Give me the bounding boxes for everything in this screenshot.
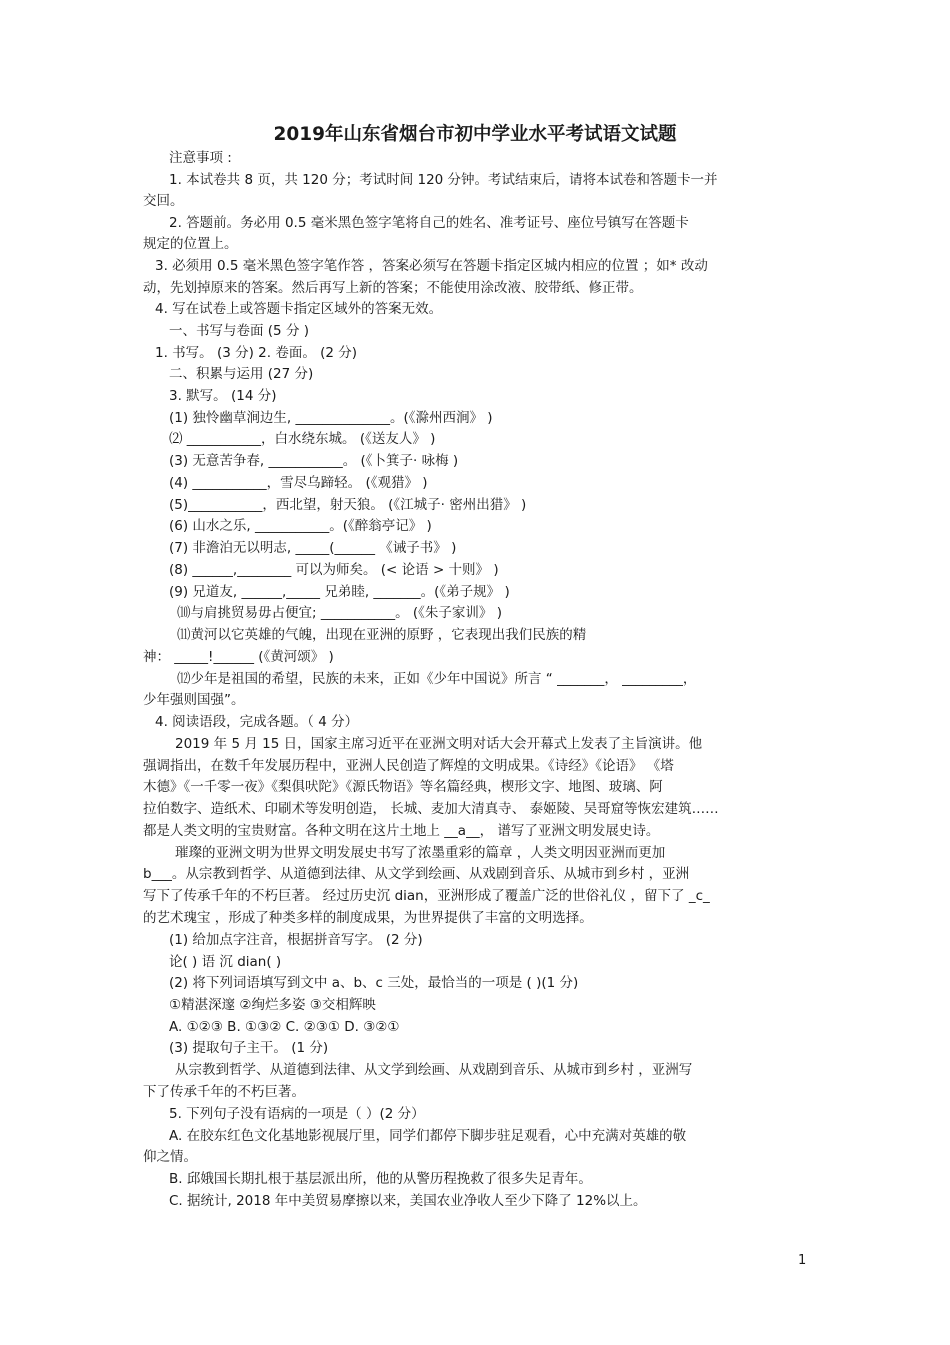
text-line: 2019 年 5 月 15 日，国家主席习近平在亚洲文明对话大会开幕式上发表了主旨演讲。他 <box>175 736 703 752</box>
text-line: ①精湛深邃 ②绚烂多姿 ③交相辉映 <box>169 997 376 1013</box>
text-line: 4. 阅读语段，完成各题。（ 4 分） <box>155 714 359 730</box>
text-line: 动，先划掉原来的答案。然后再写上新的答案；不能使用涂改液、胶带纸、修正带。 <box>143 280 643 296</box>
text-line: A. 在胶东红色文化基地影视展厅里，同学们都停下脚步驻足观看，心中充满对英雄的敬 <box>169 1128 687 1144</box>
text-line: ⑽与肩挑贸易毋占便宜; ___________。 (《朱子家训》 ) <box>177 605 502 621</box>
text-line: (5)___________，西北望，射天狼。 (《江城子· 密州出猎》 ) <box>169 497 527 513</box>
text-line: 交回。 <box>143 193 184 209</box>
text-line: 论( ) 语 沉 dian( ) <box>169 954 282 970</box>
text-line: (3) 提取句子主干。 (1 分) <box>169 1040 329 1056</box>
text-line: (1) 独怜幽草涧边生, ______________。(《滁州西涧》 ) <box>169 410 493 426</box>
text-line: 下了传承千年的不朽巨著。 <box>143 1084 305 1100</box>
text-line: 强调指出，在数千年发展历程中，亚洲人民创造了辉煌的文明成果。《诗经》《论语》 《塔 <box>143 758 674 774</box>
text-line: (6) 山水之乐, ___________。(《醉翁亭记》 ) <box>169 518 432 534</box>
text-line: 从宗教到哲学、从道德到法律、从文学到绘画、从戏剧到音乐、从城市到乡村 ，亚洲写 <box>175 1062 693 1078</box>
text-line: (4) ___________，雪尽乌蹄轻。 (《观猎》 ) <box>169 475 428 491</box>
text-line: 璀璨的亚洲文明为世界文明发展史书写了浓墨重彩的篇章 ，人类文明因亚洲而更加 <box>175 845 666 861</box>
text-line: 仰之情。 <box>143 1149 197 1165</box>
text-line: C. 据统计, 2018 年中美贸易摩擦以来，美国农业净收人至少下降了 12%以上。 <box>169 1193 647 1209</box>
text-line: ⑵ ___________，白水绕东城。 (《送友人》 ) <box>169 431 436 447</box>
text-line: (9) 兄道友, ______,_____ 兄弟睦, _______。(《弟子规》 ) <box>169 584 510 600</box>
text-line: B. 邱娥国长期扎根于基层派出所，他的从警历程挽救了很多失足青年。 <box>169 1171 592 1187</box>
text-line: 5. 下列句子没有语病的一项是（ ）(2 分） <box>169 1106 425 1122</box>
text-line: 4. 写在试卷上或答题卡指定区域外的答案无效。 <box>155 301 443 317</box>
text-line: 拉伯数字、造纸术、印刷术等发明创造， 长城、麦加大清真寺、 泰姬陵、吴哥窟等恢宏建筑…… <box>143 801 719 817</box>
page-number: 1 <box>798 1253 807 1268</box>
text-line: 1. 书写。 (3 分) 2. 卷面。 (2 分) <box>155 345 358 361</box>
text-line: ⑾黄河以它英雄的气魄，出现在亚洲的原野 ，它表现出我们民族的精 <box>177 627 587 643</box>
text-line: (8) ______,________ 可以为师矣。 (< 论语 > 十则》 ) <box>169 562 499 578</box>
text-line: 3. 默写。 (14 分) <box>169 388 277 404</box>
text-line: 的艺术瑰宝 ，形成了种类多样的制度成果，为世界提供了丰富的文明选择。 <box>143 910 593 926</box>
text-line: (3) 无意苦争春, ___________。 (《卜箕子· 咏梅 ) <box>169 453 459 469</box>
text-line: (2) 将下列词语填写到文中 a、b、c 三处，最恰当的一项是 ( )(1 分) <box>169 975 579 991</box>
text-line: 木德》《一千零一夜》《梨俱吠陀》《源氏物语》等名篇经典，楔形文字、地图、玻璃、阿 <box>143 779 663 795</box>
text-line: 神： _____!______ (《黄河颂》 ) <box>143 649 334 665</box>
text-line: 写下了传承千年的不朽巨著。 经过历史沉 dian，亚洲形成了覆盖广泛的世俗礼仪 ，留下了 _c_ <box>143 888 710 904</box>
text-line: 都是人类文明的宝贵财富。各种文明在这片土地上 __a__， 谱写了亚洲文明发展史诗。 <box>143 823 660 839</box>
text-line: 一、书写与卷面 (5 分 ) <box>169 323 309 339</box>
text-line: (1) 给加点字注音，根据拼音写字。 (2 分) <box>169 932 423 948</box>
text-line: 规定的位置上。 <box>143 236 238 252</box>
text-line: (7) 非澹泊无以明志, _____(______ 《诫子书》 ) <box>169 540 457 556</box>
text-line: 二、积累与运用 (27 分) <box>169 366 314 382</box>
text-line: 少年强则国强”。 <box>143 692 245 708</box>
text-line: 1. 本试卷共 8 页，共 120 分；考试时间 120 分钟。考试结束后，请将本试卷和答题卡一并 <box>169 172 718 188</box>
page-title: 2019年山东省烟台市初中学业水平考试语文试题 <box>273 124 677 145</box>
text-line: 2. 答题前。务必用 0.5 毫米黑色签字笔将自己的姓名、准考证号、座位号镇写在答题卡 <box>169 215 689 231</box>
text-line: 注意事项 : <box>169 150 232 166</box>
text-line: ⑿少年是祖国的希望，民族的未来，正如《少年中国说》所言 “ _______， _________， <box>177 671 697 687</box>
text-line: 3. 必须用 0.5 毫米黑色签字笔作答 ，答案必须写在答题卡指定区城内相应的位置 ；如* 改动 <box>155 258 708 274</box>
text-line: b___。从宗教到哲学、从道德到法律、从文学到绘画、从戏剧到音乐、从城市到乡村 ，亚洲 <box>143 866 690 882</box>
text-line: A. ①②③ B. ①③② C. ②③① D. ③②① <box>169 1019 400 1035</box>
